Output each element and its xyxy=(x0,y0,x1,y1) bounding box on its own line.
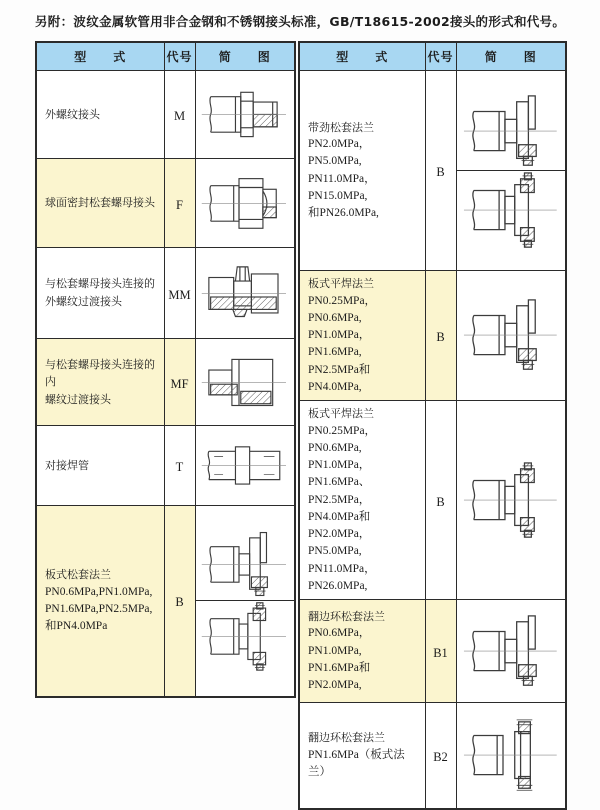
fitting-diagram-cell xyxy=(456,703,566,809)
fitting-code: B xyxy=(436,494,445,509)
fitting-row xyxy=(299,271,566,401)
fitting-table-right xyxy=(298,41,567,810)
fitting-code-cell xyxy=(164,159,195,248)
fitting-code: T xyxy=(175,460,184,474)
fitting-pn-line: PN0.6MPa，PN1.0MPa, xyxy=(308,627,371,657)
fitting-code: F xyxy=(176,197,183,212)
fitting-row xyxy=(299,600,566,703)
fitting-diagram-cell xyxy=(456,600,566,703)
fitting-type-name: 外螺纹接头 xyxy=(45,107,100,121)
fitting-pn-line: PN2.0MPa，PN5.0MPa, xyxy=(308,528,371,558)
fitting-code: B1 xyxy=(433,645,448,660)
fitting-type-name: 球面密封松套螺母接头 xyxy=(45,196,155,210)
flange-up-diagram xyxy=(457,92,566,170)
fitting-code-cell xyxy=(164,339,195,426)
fitting-pn-line: PN0.6MPa,PN1.0MPa, xyxy=(45,585,153,598)
fitting-pn-line: PN2.5MPa和PN4.0MPa, xyxy=(308,363,371,393)
fitting-pn-line: PN1.0MPa，PN1.6MPa, xyxy=(308,329,371,359)
column-header-code: 代号 xyxy=(425,42,456,71)
fitting-type-name: 翻边环松套法兰 xyxy=(308,609,385,623)
fitting-type-cell xyxy=(36,159,164,248)
fitting-row xyxy=(36,159,295,248)
column-header-type: 型 式 xyxy=(36,42,164,71)
fitting-pn-line: 和PN26.0MPa, xyxy=(308,207,379,220)
fitting-pn-line: PN2.0MPa，PN5.0MPa, xyxy=(308,138,371,168)
fitting-row xyxy=(36,248,295,339)
male-female-diagram xyxy=(196,347,295,418)
fitting-type-cell xyxy=(36,71,164,159)
fitting-diagram-cell xyxy=(195,506,295,697)
fitting-code: B xyxy=(175,595,184,610)
fitting-code-cell xyxy=(164,248,195,339)
fitting-diagram-cell xyxy=(195,426,295,506)
fitting-type-name: 板式平焊法兰 xyxy=(308,277,374,290)
fitting-type-cell xyxy=(36,426,164,506)
fitting-table-left xyxy=(35,41,296,698)
fitting-diagram-cell xyxy=(195,248,295,339)
fitting-type-name: 与松套螺母接头连接的内 xyxy=(45,357,155,389)
fitting-type-cell xyxy=(299,600,425,703)
fitting-pn-line: PN1.6MPa（板式法兰） xyxy=(308,748,405,779)
flange-sym-diagram xyxy=(457,461,566,539)
page-title: 另附：波纹金属软管用非合金钢和不锈钢接头标准，GB/T18615-2002接头的形式和代号。 xyxy=(35,14,566,29)
fitting-diagram-cell xyxy=(456,401,566,600)
flange-up-diagram xyxy=(457,296,566,374)
fitting-code-cell xyxy=(425,401,456,600)
fitting-pn-line: PN0.25MPa，PN0.6MPa, xyxy=(308,294,377,324)
fitting-code-cell xyxy=(164,71,195,159)
fitting-pn-line: PN2.5MPa，PN4.0MPa和 xyxy=(308,493,371,523)
fitting-code-cell xyxy=(164,506,195,697)
fitting-code: B2 xyxy=(433,749,448,764)
header-row xyxy=(36,42,295,71)
male-thread-diagram xyxy=(196,79,295,150)
fitting-pn-line: PN11.0MPa，PN15.0MPa, xyxy=(308,172,376,202)
fitting-type-name: 螺纹过渡接头 xyxy=(45,392,111,406)
fitting-code-cell xyxy=(164,426,195,506)
fitting-type-name: 与松套螺母接头连接的 xyxy=(45,277,155,291)
fitting-diagram-cell xyxy=(456,271,566,401)
fitting-code: B xyxy=(436,165,445,179)
fitting-pn-line: PN11.0MPa，PN26.0MPa, xyxy=(308,562,376,592)
fitting-type-cell xyxy=(36,506,164,697)
fitting-code: MM xyxy=(168,287,191,302)
fitting-diagram-cell xyxy=(456,71,566,271)
fitting-pn-line: 和PN4.0MPa xyxy=(45,620,108,633)
fitting-pn-line: PN1.6MPa和PN2.0MPa, xyxy=(308,661,371,692)
male-male-diagram xyxy=(196,258,295,329)
flange-up-diagram xyxy=(196,529,295,600)
fitting-row xyxy=(36,339,295,426)
fitting-type-cell xyxy=(36,248,164,339)
flange-b2-diagram xyxy=(457,716,566,794)
fitting-row xyxy=(36,71,295,159)
fitting-pn-line: PN1.0MPa，PN1.6MPa、 xyxy=(308,459,371,489)
column-header-type: 型 式 xyxy=(299,42,425,71)
flange-sym-diagram xyxy=(196,600,295,672)
fitting-diagram-cell xyxy=(195,339,295,426)
flange-up-diagram xyxy=(457,612,566,690)
fitting-row xyxy=(36,426,295,506)
fitting-code-cell xyxy=(425,600,456,703)
column-header-diagram: 简 图 xyxy=(456,42,566,71)
fitting-row xyxy=(299,401,566,600)
fitting-code-tables xyxy=(35,41,600,810)
fitting-row xyxy=(299,703,566,809)
flange-sym-diagram xyxy=(457,170,566,249)
fitting-type-name: 板式松套法兰 xyxy=(45,568,111,582)
butt-weld-diagram xyxy=(196,430,295,501)
fitting-type-cell xyxy=(299,271,425,401)
header-row xyxy=(299,42,566,71)
fitting-code-cell xyxy=(425,271,456,401)
column-header-diagram: 简 图 xyxy=(195,42,295,71)
column-header-code: 代号 xyxy=(164,42,195,71)
fitting-type-name: 带劲松套法兰 xyxy=(308,120,374,134)
fitting-type-name: 板式平焊法兰 xyxy=(308,407,374,421)
fitting-code-cell xyxy=(425,71,456,271)
fitting-row xyxy=(299,71,566,271)
fitting-code-cell xyxy=(425,703,456,809)
fitting-row xyxy=(36,506,295,697)
fitting-type-cell xyxy=(299,401,425,600)
fitting-pn-line: PN1.6MPa,PN2.5MPa, xyxy=(45,602,153,615)
fitting-diagram-cell xyxy=(195,159,295,248)
fitting-type-cell xyxy=(299,703,425,809)
fitting-code: MF xyxy=(170,376,189,391)
fitting-type-name: 对接焊管 xyxy=(45,458,89,472)
fitting-type-cell xyxy=(36,339,164,426)
fitting-pn-line: PN0.25MPa，PN0.6MPa, xyxy=(308,424,377,454)
fitting-code: M xyxy=(173,109,186,123)
fitting-type-name: 翻边环松套法兰 xyxy=(308,731,385,745)
fitting-code: B xyxy=(436,330,445,345)
fitting-type-cell xyxy=(299,71,425,271)
fitting-diagram-cell xyxy=(195,71,295,159)
fitting-type-name: 外螺纹过渡接头 xyxy=(45,295,122,308)
swivel-nut-diagram xyxy=(196,168,295,239)
